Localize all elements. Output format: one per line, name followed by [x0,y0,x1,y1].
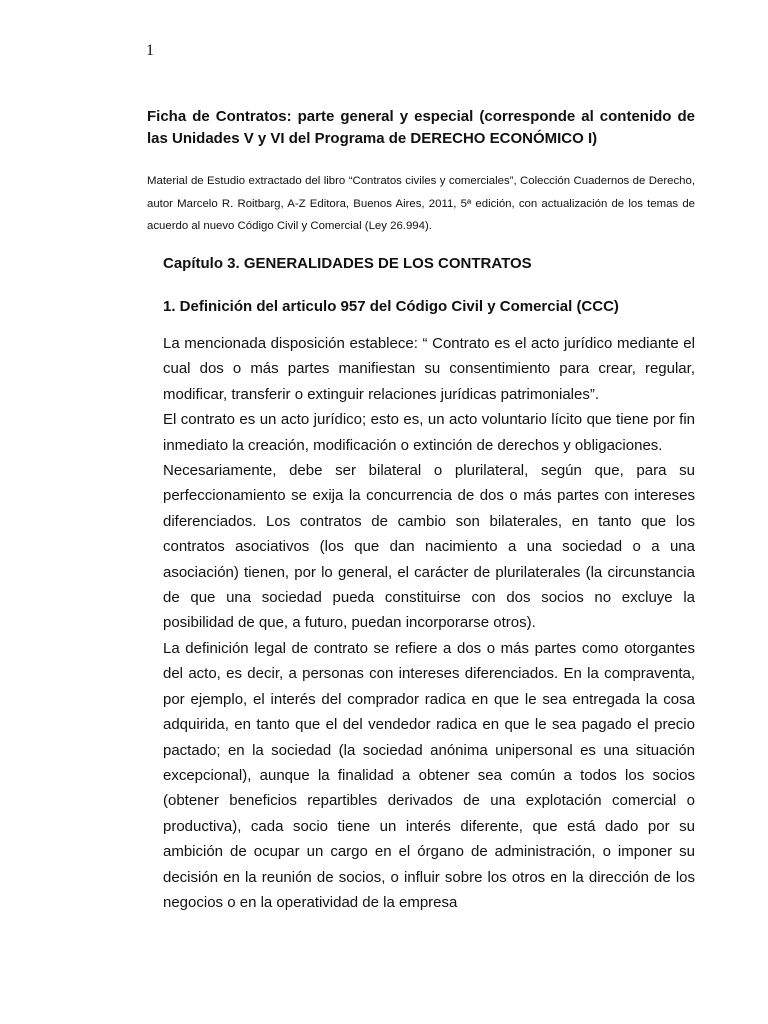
chapter-heading [163,255,532,272]
page-number: 1 [146,42,154,59]
chapter-label: Capítulo 3. [163,255,240,272]
document-title: Ficha de Contratos: parte general y especial (corresponde al contenido de las Unidades V y VI del Programa de DERECHO ECONÓMICO I) [147,108,695,147]
chapter-title: GENERALIDADES DE LOS CONTRATOS [239,255,532,272]
intro-paragraph: Material de Estudio extractado del libro “Contratos civiles y comerciales”, Colección Cuadernos de Derecho, autor Marcelo R. Roitbarg, A-Z Editora, Buenos Aires, 2011, 5ª edición, con actualización de los temas de acuerdo al nuevo Código Civil y Comercial (Ley 26.994). [147,175,695,232]
section-heading: 1. Definición del articulo 957 del Código Civil y Comercial (CCC) [163,298,619,315]
paragraph-bilateral: Necesariamente, debe ser bilateral o plurilateral, según que, para su perfeccionamiento se exija la concurrencia de dos o más partes con intereses diferenciados. Los contratos de cambio son bilaterales, en tanto que los contratos asociativos (los que dan nacimiento a una sociedad o a una asociación) tienen, por lo general, el carácter de plurilaterales (la circunstancia de que una sociedad pueda constituirse con dos socios no excluye la posibilidad de que, a futuro, puedan incorporarse otros). [163,462,695,632]
paragraph-parties: La definición legal de contrato se refiere a dos o más partes como otorgantes del acto, es decir, a personas con intereses diferenciados. En la compraventa, por ejemplo, el interés del comprador radica en que le sea entregada la cosa adquirida, en tanto que el del vendedor radica en que le sea pagado el precio pactado; en la sociedad (la sociedad anónima unipersonal es una situación excepcional), aunque la finalidad a obtener sea común a todos los socios (obtener beneficios repartibles derivados de una explotación comercial o productiva), cada socio tiene un interés diferente, que está dado por su ambición de ocupar un cargo en el órgano de administración, o imponer su decisión en la reunión de socios, o influir sobre los otros en la dirección de los negocios o en la operatividad de la empresa [163,639,695,911]
paragraph-legal-act: El contrato es un acto jurídico; esto es, un acto voluntario lícito que tiene por fin inmediato la creación, modificación o extinción de derechos y obligaciones. [163,411,695,454]
body-text [163,331,695,915]
paragraph-definition: La mencionada disposición establece: “ Contrato es el acto jurídico mediante el cual dos o más partes manifiestan su consentimiento para crear, regular, modificar, transferir o extinguir relaciones jurídicas patrimoniales”. [163,335,695,403]
